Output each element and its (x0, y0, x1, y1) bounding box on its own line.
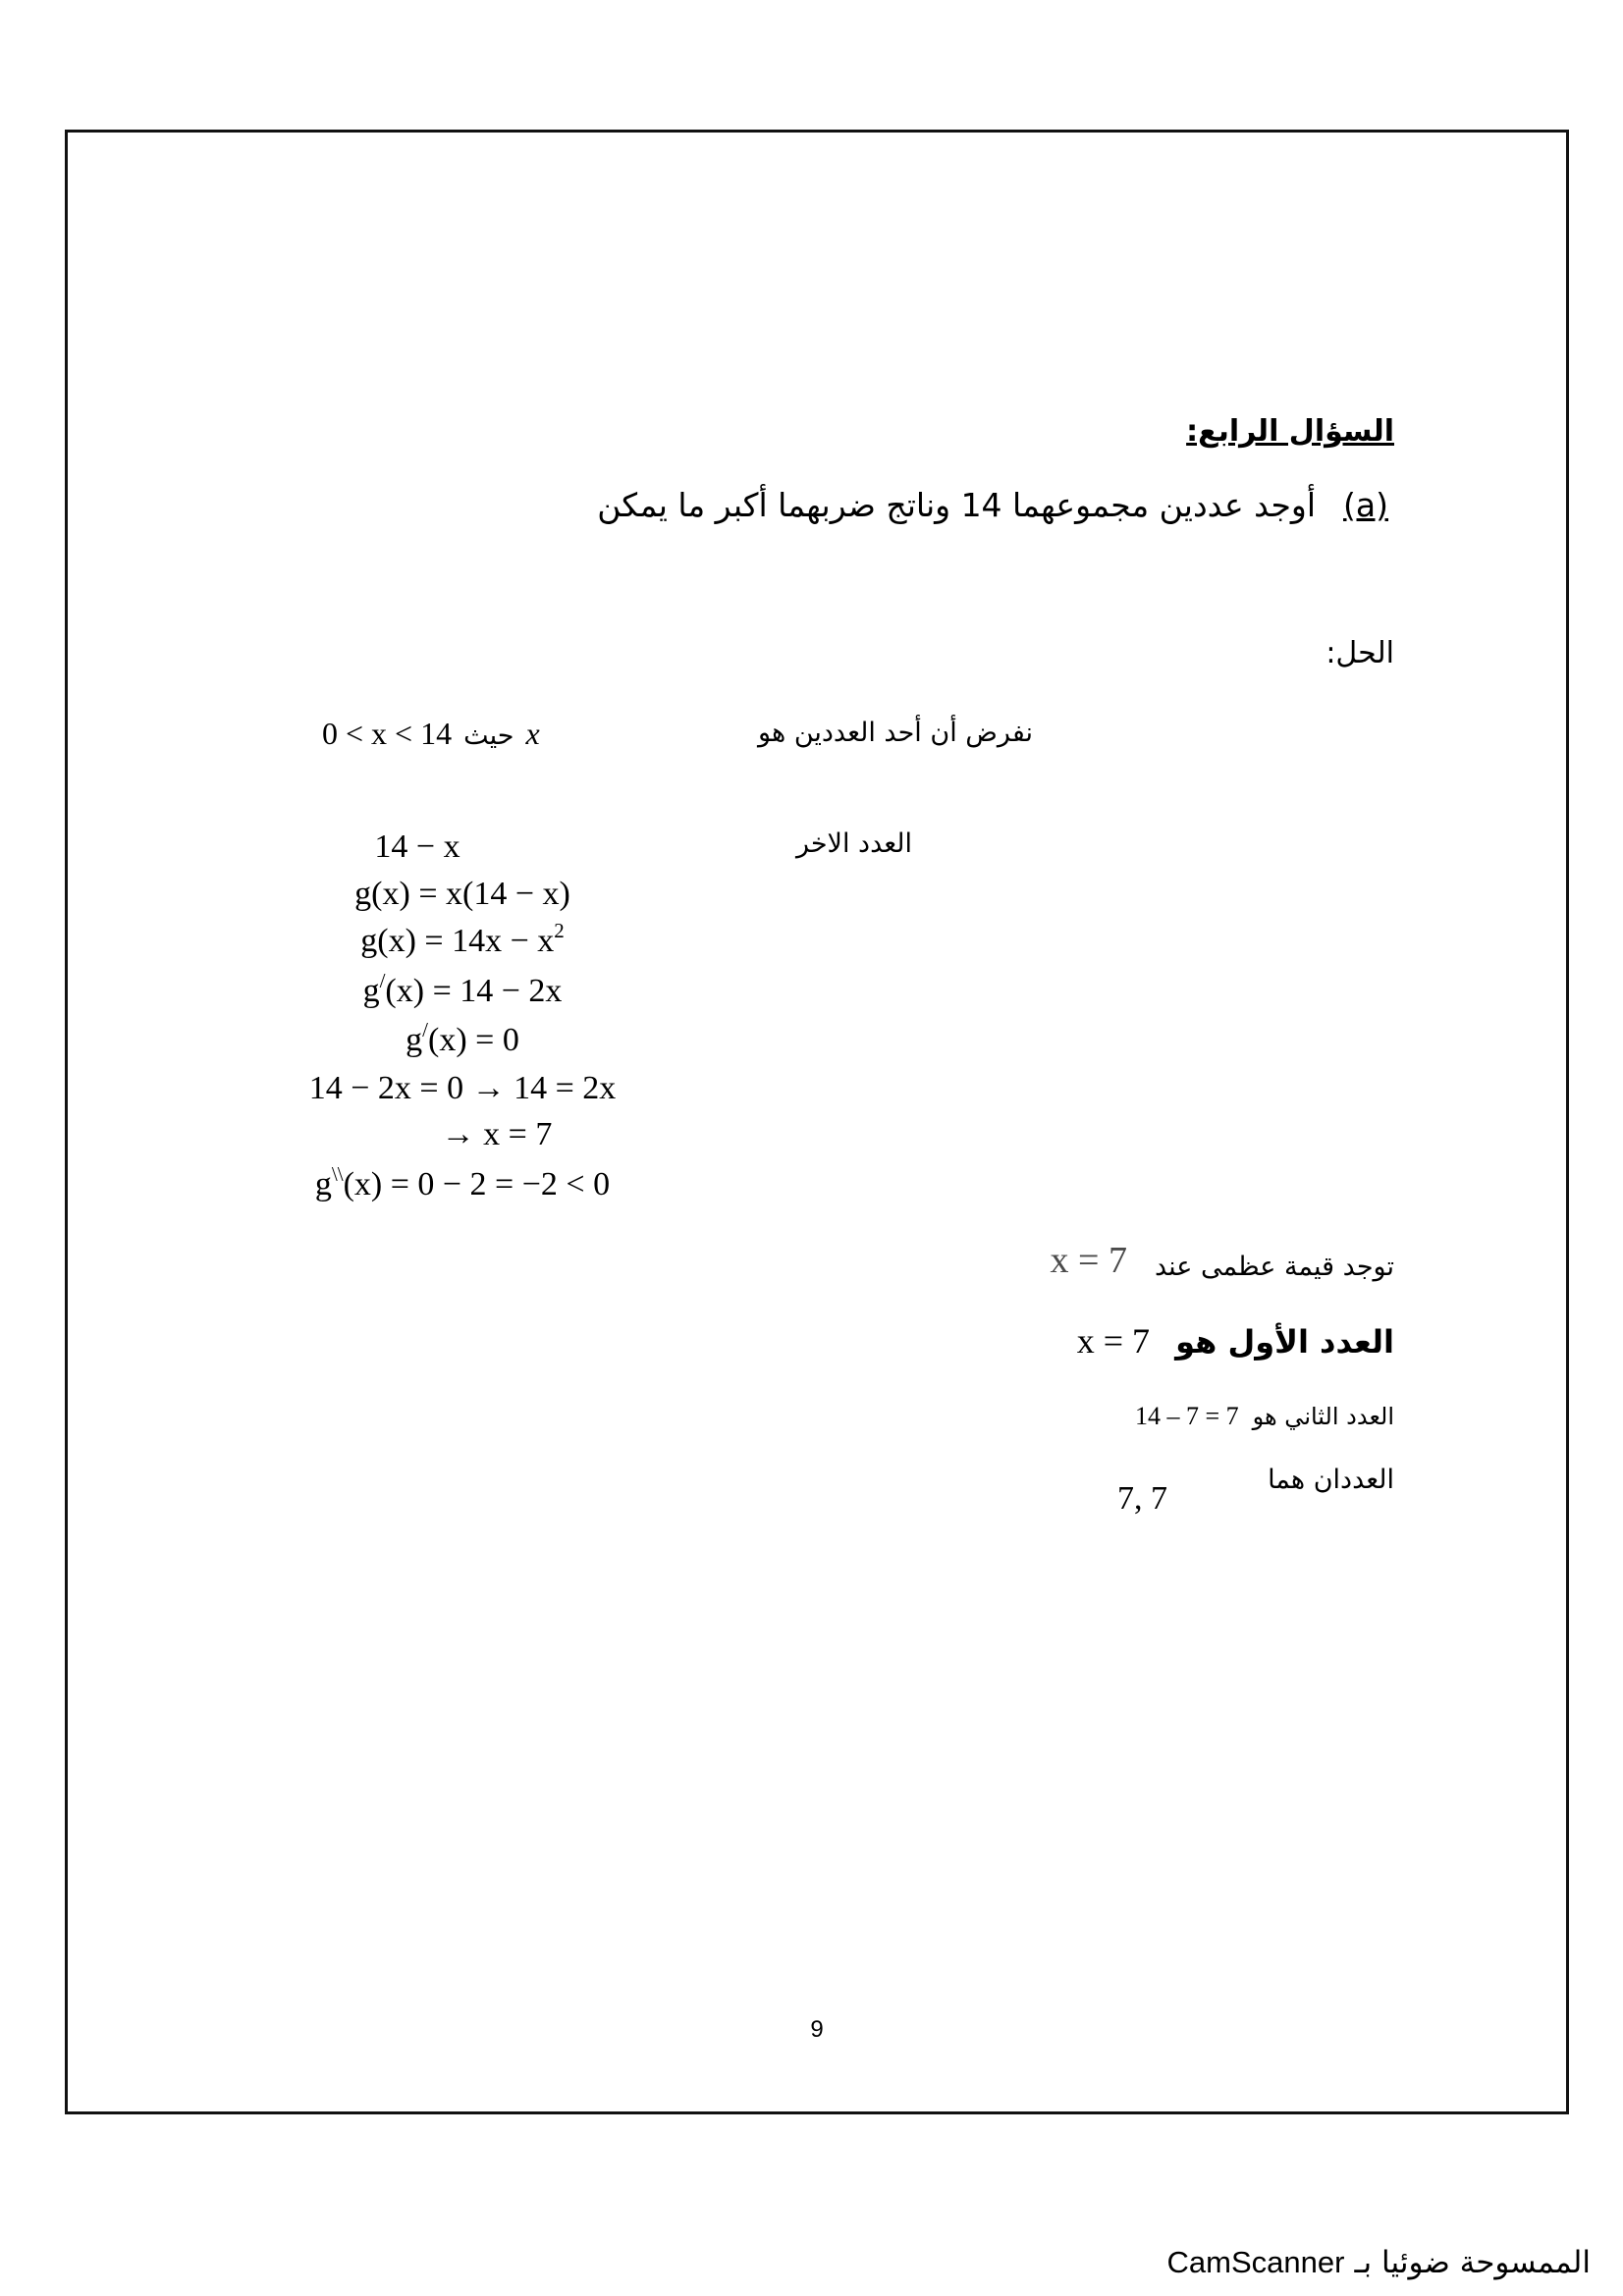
footer-brand: CamScanner (1166, 2245, 1345, 2279)
math-text: 14 − x (374, 828, 460, 865)
maximum-statement (1051, 1239, 1394, 1289)
math-text: (x) = 0 (428, 1022, 519, 1058)
math-text: g(x) = x(14 − x) (354, 876, 570, 912)
math-line-7 (300, 1115, 693, 1154)
math-superscript: \\ (331, 1162, 344, 1186)
math-text: (x) = 0 − 2 = −2 < 0 (343, 1166, 611, 1202)
assumption-text: نفرض أن أحد العددين هو (758, 718, 1033, 748)
math-line-4 (266, 969, 659, 1011)
math-text: g (362, 973, 380, 1009)
both-numbers-text: العددان هما (1268, 1465, 1394, 1495)
math-superscript: 2 (554, 919, 565, 942)
math-line-1 (221, 828, 614, 867)
maximum-text: توجد قيمة عظمى عند (1154, 1252, 1394, 1282)
assumption-math (322, 714, 540, 756)
both-numbers-value: 7, 7 (1117, 1480, 1167, 1517)
math-text: g(x) = 14x − x (360, 923, 555, 959)
assumption-where: حيث (463, 721, 514, 751)
math-superscript: / (379, 969, 386, 992)
question-heading: السؤال الرابع: (1186, 414, 1394, 449)
first-number-statement (1077, 1319, 1394, 1363)
second-number-text: العدد الثاني هو (1252, 1403, 1394, 1430)
math-text: g (314, 1166, 332, 1202)
assumption-variable: x (525, 716, 540, 751)
math-line-3 (266, 919, 659, 961)
math-text: 14 − 2x = 0 → 14 = 2x (308, 1070, 617, 1106)
solution-label: الحل: (1325, 636, 1394, 670)
second-number-statement (1135, 1398, 1394, 1435)
math-line-5 (266, 1018, 659, 1060)
scanner-footer (1167, 2242, 1591, 2283)
part-label: (a) (1343, 486, 1388, 524)
first-number-text: العدد الأول هو (1175, 1323, 1394, 1361)
math-text: g (406, 1022, 423, 1058)
math-text: → x = 7 (441, 1116, 553, 1152)
math-superscript: / (422, 1018, 428, 1041)
second-number-value: 14 – 7 = 7 (1134, 1402, 1239, 1430)
first-number-value: x = 7 (1076, 1321, 1151, 1361)
math-line-2 (266, 875, 659, 914)
math-text: (x) = 14 − 2x (385, 973, 563, 1009)
math-line-8 (266, 1162, 659, 1204)
assumption-range: 0 < x < 14 (322, 716, 453, 751)
other-number-label: العدد الاخر (795, 828, 912, 859)
question-statement (597, 483, 1394, 528)
page-number: 9 (810, 2016, 824, 2043)
math-line-6 (266, 1069, 659, 1108)
question-text: أوجد عددين مجموعهما 14 وناتج ضربهما أكبر ما يمكن (597, 486, 1317, 524)
footer-text: الممسوحة ضوئيا بـ (1354, 2245, 1591, 2280)
maximum-value: x = 7 (1050, 1240, 1127, 1281)
